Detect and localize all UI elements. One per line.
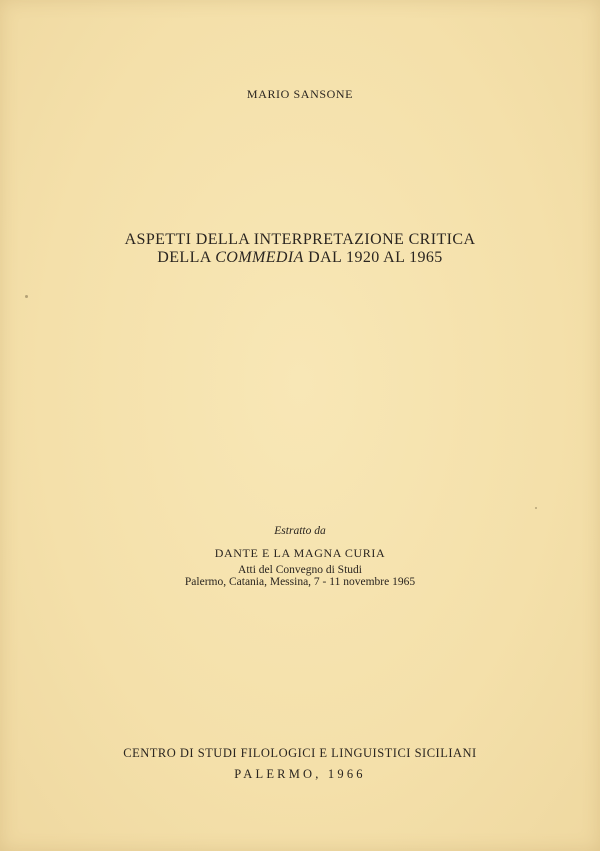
paper-speck: [535, 507, 537, 509]
title-line-2-suffix: DAL 1920 AL 1965: [303, 249, 443, 266]
title-line-2-prefix: DELLA: [157, 249, 216, 266]
places-dates-line: Palermo, Catania, Messina, 7 - 11 novembre 1965: [184, 576, 416, 588]
title-line-1: ASPETTI DELLA INTERPRETAZIONE CRITICA: [124, 231, 476, 248]
title-italic-word: COMMEDIA: [215, 249, 304, 266]
proceedings-line: Atti del Convegno di Studi: [238, 564, 362, 576]
author-name: MARIO SANSONE: [246, 87, 354, 101]
extract-label: Estratto da: [274, 525, 326, 537]
publisher-name: CENTRO DI STUDI FILOLOGICI E LINGUISTICI SICILIANI: [123, 746, 477, 760]
title-line-2: [0, 249, 600, 267]
paper-speck: [25, 295, 28, 298]
city-year: PALERMO, 1966: [234, 767, 366, 781]
volume-title: DANTE E LA MAGNA CURIA: [214, 546, 386, 560]
